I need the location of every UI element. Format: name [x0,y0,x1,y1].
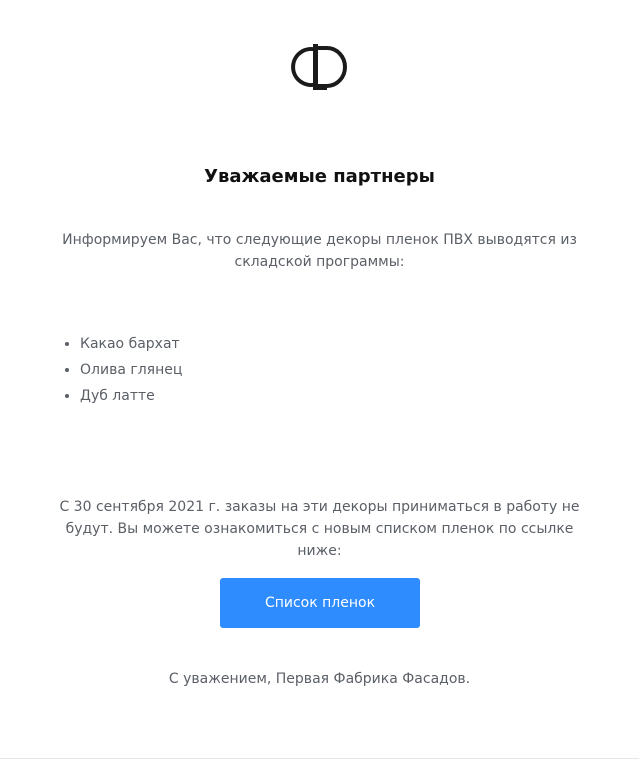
film-list-button[interactable]: Список пленок [220,578,420,628]
company-logo [287,40,355,92]
list-item: • Дуб латте [80,383,182,409]
intro-paragraph: Информируем Вас, что следующие декоры пленок ПВХ выводятся из складской программы: [62,232,577,270]
decor-list [58,331,182,409]
list-item: • Олива глянец [80,357,182,383]
email-heading: Уважаемые партнеры [204,166,435,187]
signature: С уважением, Первая Фабрика Фасадов. [168,671,471,687]
list-item: • Какао бархат [80,331,182,357]
deadline-paragraph: С 30 сентября 2021 г. заказы на эти декоры приниматься в работу не будут. Вы можете ознакомиться с новым списком пленок по ссылке ниже: [59,499,580,559]
